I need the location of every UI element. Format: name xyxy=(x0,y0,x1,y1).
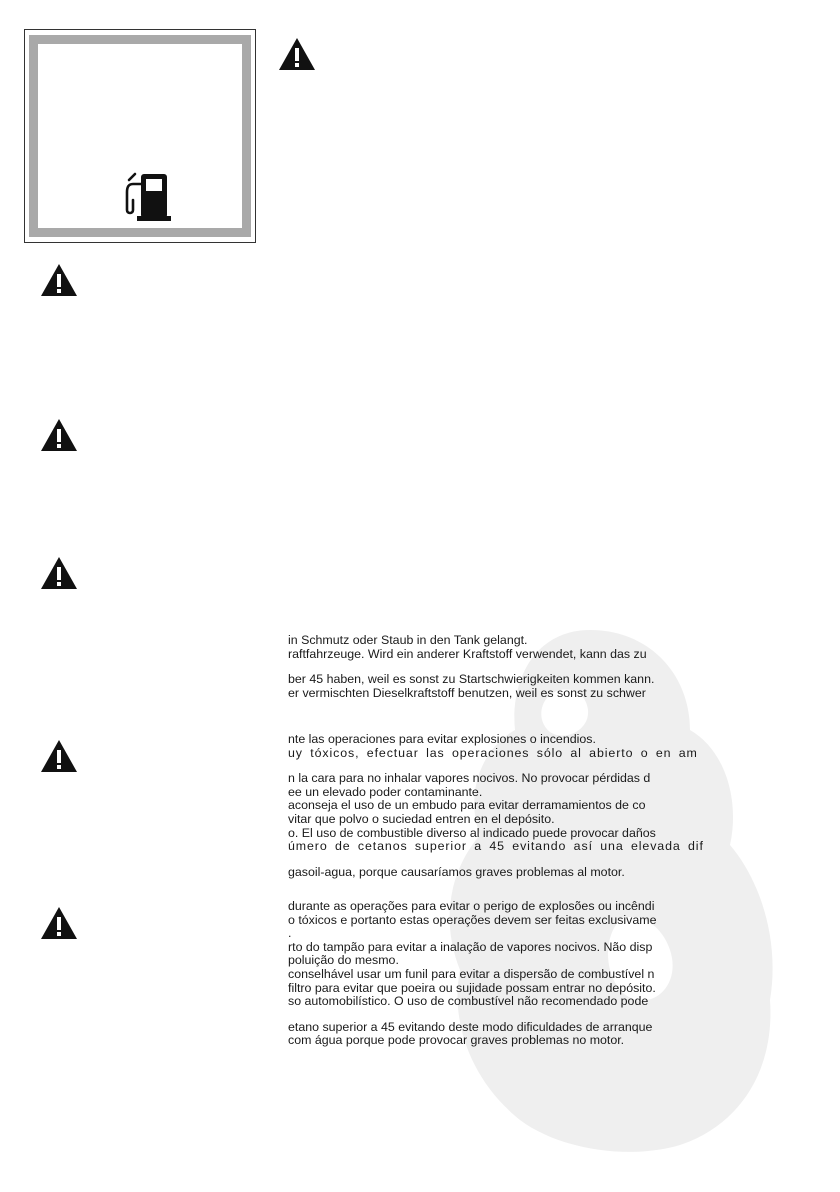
text-line: etano superior a 45 evitando deste modo dificuldades de arranque xyxy=(288,1019,653,1034)
text-line: o tóxicos e portanto estas operações devem ser feitas exclusivame xyxy=(288,912,657,927)
warning-triangle-icon xyxy=(39,738,79,774)
text-line: o. El uso de combustible diverso al indicado puede provocar daños xyxy=(288,825,656,840)
text-line: aconseja el uso de un embudo para evitar derramamientos de co xyxy=(288,798,646,813)
fuel-symbol-box xyxy=(24,29,256,243)
text-line: so automobilístico. O uso de combustível não recomendado pode xyxy=(288,994,649,1009)
text-line: gasoil-agua, porque causaríamos graves problemas al motor. xyxy=(288,864,625,879)
warning-triangle-icon xyxy=(39,905,79,941)
portuguese-text xyxy=(288,900,828,1048)
warning-triangle-icon xyxy=(39,555,79,591)
fuel-symbol-frame xyxy=(29,35,251,237)
text-line: vitar que polvo o suciedad entren en el depósito. xyxy=(288,811,555,826)
text-line: raftfahrzeuge. Wird ein anderer Kraftstoff verwendet, kann das zu xyxy=(288,646,647,661)
german-text xyxy=(288,634,828,700)
fuel-pump-icon xyxy=(123,170,173,222)
text-line: ee un elevado poder contaminante. xyxy=(288,784,483,799)
warning-triangle-icon xyxy=(39,417,79,453)
text-line: er vermischten Dieselkraftstoff benutzen, weil es sonst zu schwer xyxy=(288,685,646,700)
text-line: n la cara para no inhalar vapores nocivos. No provocar pérdidas d xyxy=(288,771,651,786)
text-line: ber 45 haben, weil es sonst zu Startschwierigkeiten kommen kann. xyxy=(288,672,655,687)
text-line: . xyxy=(288,926,292,941)
mascot-watermark xyxy=(440,620,780,1160)
text-line: durante as operações para evitar o perigo de explosões ou incêndi xyxy=(288,900,655,913)
text-line: filtro para evitar que poeira ou sujidade possam entrar no depósito. xyxy=(288,980,656,995)
text-line: com água porque pode provocar graves problemas no motor. xyxy=(288,1033,625,1048)
text-line: úmero de cetanos superior a 45 evitando así una elevada dif xyxy=(288,839,704,854)
text-line: poluição do mesmo. xyxy=(288,953,399,968)
warning-triangle-icon xyxy=(277,36,317,72)
text-line: rto do tampão para evitar a inalação de vapores nocivos. Não disp xyxy=(288,939,653,954)
warning-triangle-icon xyxy=(39,262,79,298)
spanish-text xyxy=(288,733,828,879)
text-line: uy tóxicos, efectuar las operaciones sólo al abierto o en am xyxy=(288,745,698,760)
text-line: in Schmutz oder Staub in den Tank gelangt. xyxy=(288,634,528,647)
text-line: conselhável usar um funil para evitar a dispersão de combustível n xyxy=(288,966,655,981)
text-line: nte las operaciones para evitar explosiones o incendios. xyxy=(288,733,596,746)
